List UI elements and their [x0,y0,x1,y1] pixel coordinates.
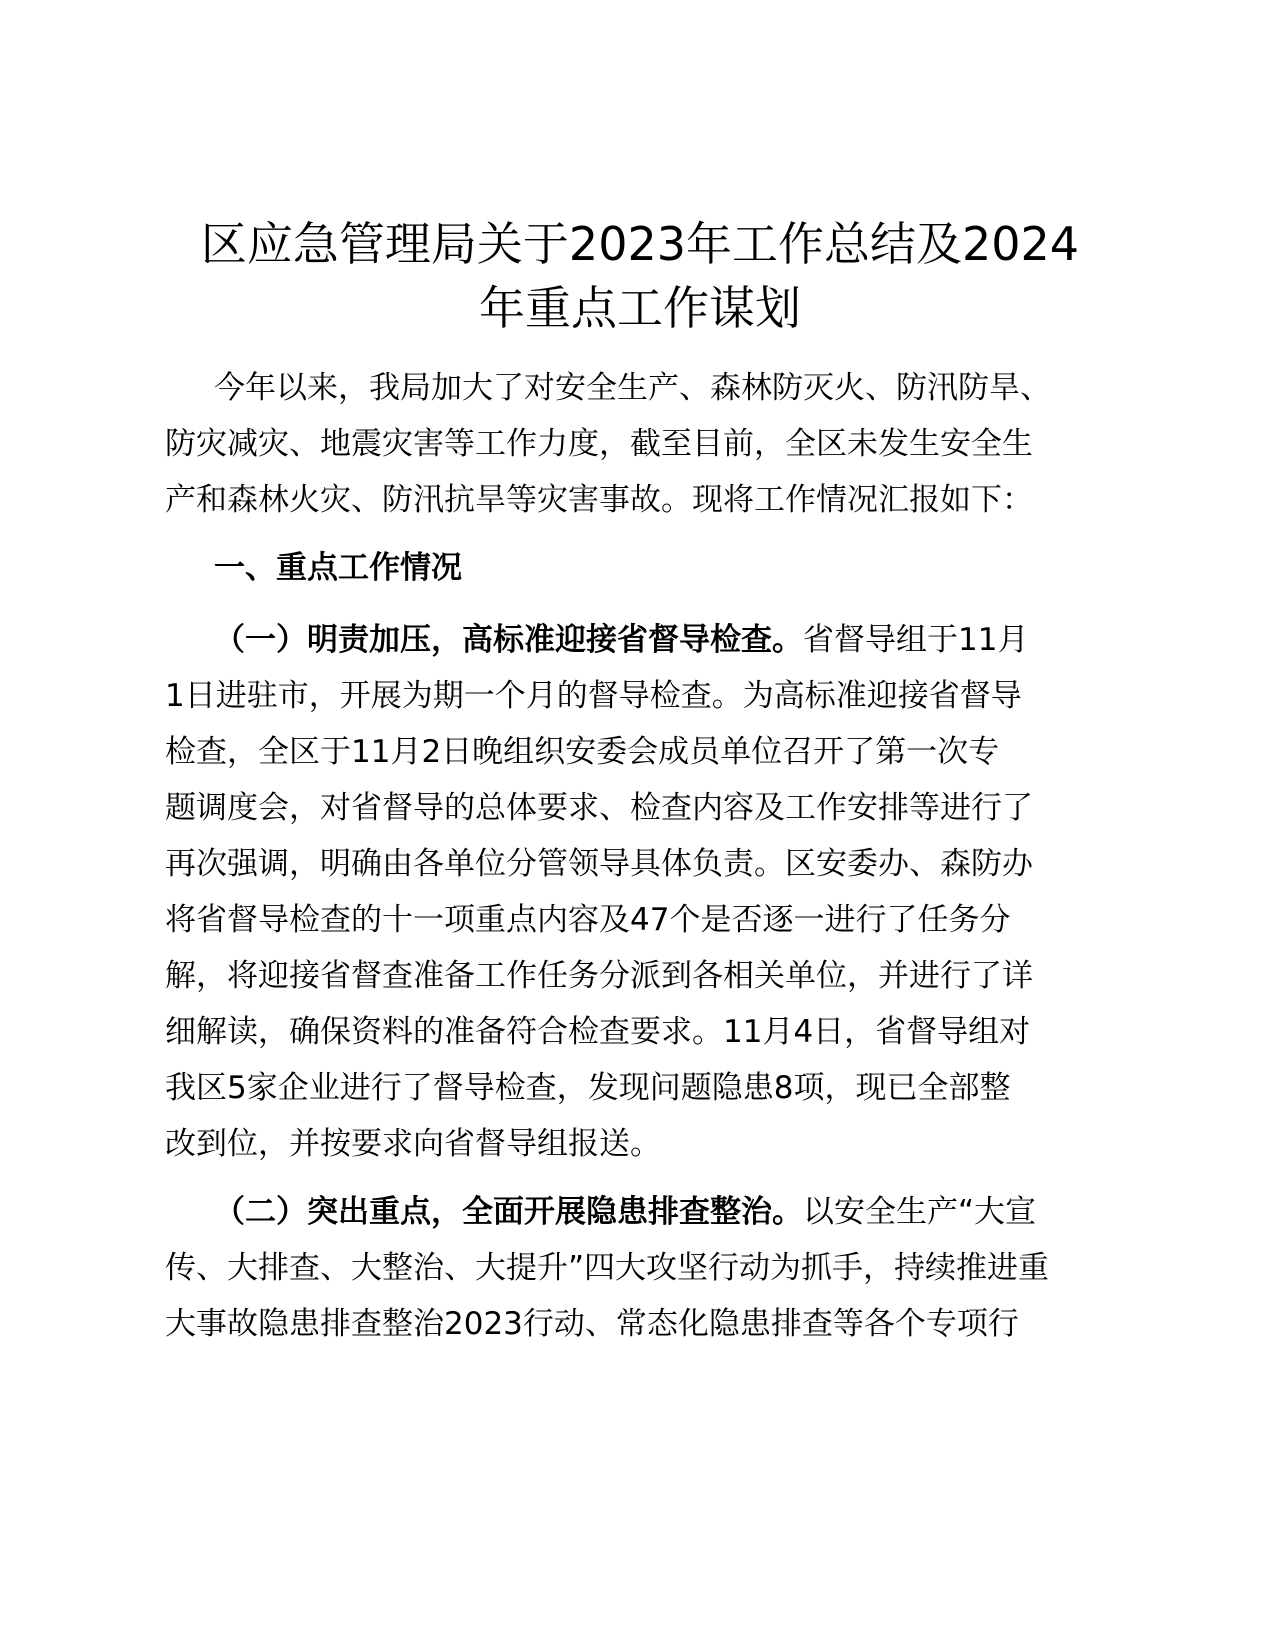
paragraph-line: 检查，全区于11月2日晚组织安委会成员单位召开了第一次专 [165,734,1000,770]
paragraph-line: 大事故隐患排查整治2023行动、常态化隐患排查等各个专项行 [165,1306,1019,1342]
paragraph-line: 题调度会，对省督导的总体要求、检查内容及工作安排等进行了 [165,790,1033,826]
intro-line-1: 今年以来，我局加大了对安全生产、森林防灭火、防汛防旱、 [214,370,1051,406]
subsection-2-first-line [214,1190,1036,1234]
paragraph-line: 细解读，确保资料的准备符合检查要求。11月4日，省督导组对 [165,1014,1031,1050]
subsection-1-heading: （一）明责加压，高标准迎接省督导检查。 [214,622,803,658]
subsection-2-heading: （二）突出重点，全面开展隐患排查整治。 [214,1194,803,1230]
intro-line-3: 产和森林火灾、防汛抗旱等灾害事故。现将工作情况汇报如下： [165,482,1033,518]
subsection-2-first-line-text: 以安全生产“大宣 [803,1194,1037,1230]
paragraph-line: 解，将迎接省督查准备工作任务分派到各相关单位，并进行了详 [165,958,1033,994]
paragraph-line: 传、大排查、大整治、大提升”四大攻坚行动为抓手，持续推进重 [165,1250,1050,1286]
intro-line-2: 防灾减灾、地震灾害等工作力度，截至目前，全区未发生安全生 [165,426,1033,462]
subsection-1-first-line [214,618,1028,662]
paragraph-line: 1日进驻市，开展为期一个月的督导检查。为高标准迎接省督导 [165,678,1022,714]
section-heading: 一、重点工作情况 [214,550,462,586]
paragraph-line: 我区5家企业进行了督导检查，发现问题隐患8项，现已全部整 [165,1070,1011,1106]
paragraph-line: 再次强调，明确由各单位分管领导具体负责。区安委办、森防办 [165,846,1033,882]
document-title-line-1: 区应急管理局关于2023年工作总结及2024 [200,217,1080,271]
document-title-line-2: 年重点工作谋划 [479,281,801,335]
paragraph-line: 改到位，并按要求向省督导组报送。 [165,1126,661,1162]
subsection-1-first-line-text: 省督导组于11月 [803,622,1029,658]
paragraph-line: 将省督导检查的十一项重点内容及47个是否逐一进行了任务分 [165,902,1011,938]
